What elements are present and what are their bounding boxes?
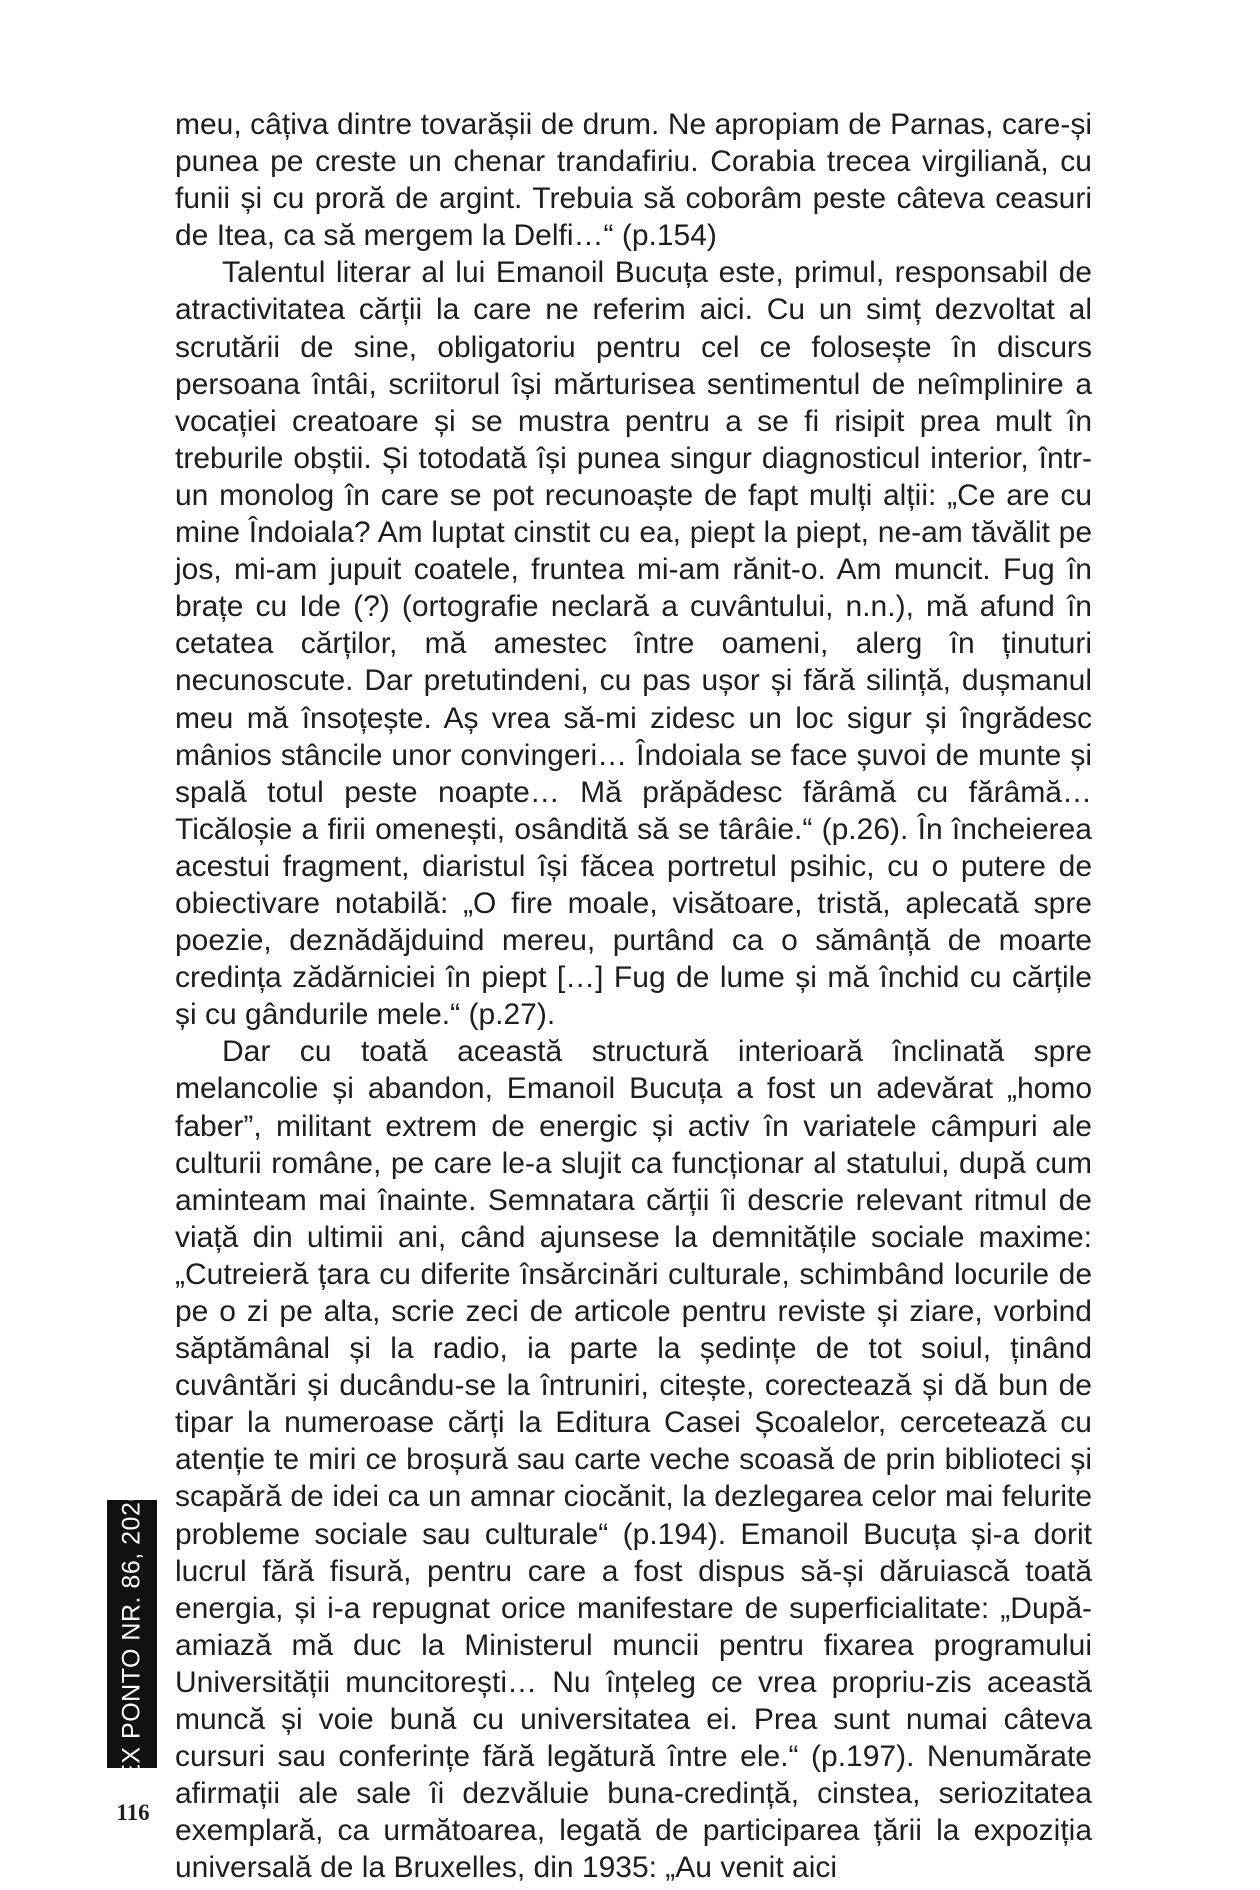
paragraph-homo-faber: Dar cu toată această structură interioară înclinată spre melancolie și abandon, Emanoil Bucuța a fost un adevărat „homo faber”, militant extrem de energic și activ în variatele câmpuri ale culturii române, pe care le-a slujit ca funcționar al statului, după cum aminteam mai înainte. Semnatara cărții îi descrie relevant ritmul de viață din ultimii ani, când ajunsese la demnitățile sociale maxime: „Cutreieră țara cu diferite însărcinări culturale, schimbând locurile de pe o zi pe alta, scrie zeci de articole pentru reviste și ziare, vorbind săptămânal și la radio, ia parte la ședințe de tot soiul, ținând cuvântări și ducându-se la întruniri, citește, corectează și dă bun de tipar la numeroase cărți la Editura Casei Școalelor, cercetează cu atenție te miri ce broșură sau carte veche scoasă de prin biblioteci și scapără de idei ca un amnar ciocănit, la dezlegarea celor mai felurite probleme sociale sau culturale“ (p.194). Emanoil Bucuța și-a dorit lucrul fără fisură, pentru care a fost dispus să-și dăruiască toată energia, și i-a repugnat orice manifestare de superficialitate: „După-amiază mă duc la Ministerul muncii pentru fixarea programului Universității muncitorești… Nu înțeleg ce vrea propriu-zis această muncă și voie bună cu universitatea ei. Prea sunt numai câteva cursuri sau conferințe fără legătură între ele.“ (p.197). Nenumărate afirmații ale sale îi dezvăluie buna-credință, cinstea, seriozitatea exemplară, ca următoarea, legată de participarea țării la expoziția universală de la Bruxelles, din 1935: „Au venit aici xyxy=(175,1035,1092,1885)
paragraph-talent: Talentul literar al lui Emanoil Bucuța este, primul, responsabil de atractivitatea cărții la care ne referim aici. Cu un simț dezvoltat al scrutării de sine, obligatoriu pentru cel ce folosește în discurs persoana întâi, scriitorul își mărturisea sentimentul de neîmplinire a vocației creatoare și se mustra pentru a se fi risipit prea mult în treburile obștii. Și totodată își punea singur diagnosticul interior, într-un monolog în care se pot recunoaște de fapt mulți alții: „Ce are cu mine Îndoiala? Am luptat cinstit cu ea, piept la piept, ne-am tăvălit pe jos, mi-am jupuit coatele, fruntea mi-am rănit-o. Am muncit. Fug în brațe cu Ide (?) (ortografie neclară a cuvântului, n.n.), mă afund în cetatea cărților, mă amestec între oameni, alerg în ținuturi necunoscute. Dar pretutindeni, cu pas ușor și fără silință, dușmanul meu mă însoțește. Aș vrea să-mi zidesc un loc sigur și îngrădesc mânios stâncile unor convingeri… Îndoiala se face șuvoi de munte și spală totul peste noapte… Mă prăpădesc fărâmă cu fărâmă… Ticăloșie a firii omenești, osândită să se târâie.“ (p.26). În încheierea acestui fragment, diaristul își făcea portretul psihic, cu o putere de obiectivare notabilă: „O fire moale, visătoare, tristă, aplecată spre poezie, deznădăjduind mereu, purtând ca o sămânță de moarte credința zădărniciei în piept […] Fug de lume și mă închid cu cărțile și cu gândurile mele.“ (p.27). xyxy=(175,256,1092,1032)
journal-issue-label: EX PONTO NR. 86, 2026 xyxy=(117,1487,146,1781)
paragraph-continuation: meu, câțiva dintre tovarășii de drum. Ne apropiam de Parnas, care-și punea pe creste un chenar trandafiriu. Corabia trecea virgiliană, cu funii și cu proră de argint. Trebuia să coborâm peste câteva ceasuri de Itea, ca să mergem la Delfi…“ (p.154) xyxy=(175,108,1092,253)
journal-side-tab xyxy=(107,1487,157,1781)
page-number: 116 xyxy=(116,1800,150,1825)
body-text xyxy=(175,106,1092,1887)
